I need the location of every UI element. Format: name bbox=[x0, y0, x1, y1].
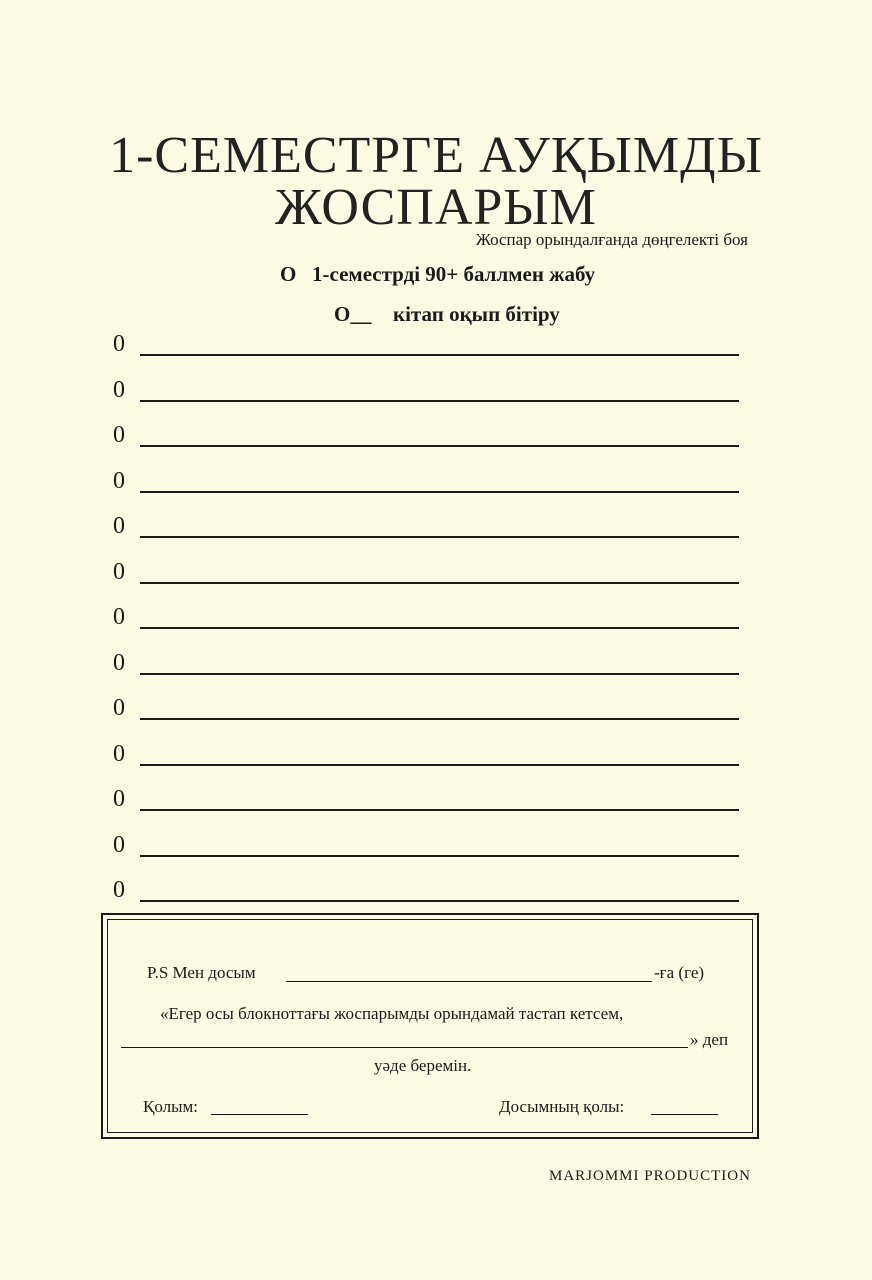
ps-suffix: -ға (ге) bbox=[654, 963, 705, 982]
friend-signature-blank[interactable] bbox=[651, 1114, 718, 1115]
row-marker[interactable]: 0 bbox=[113, 650, 125, 676]
promise-box bbox=[101, 913, 759, 1139]
row-marker[interactable]: 0 bbox=[113, 422, 125, 448]
row-writing-line[interactable] bbox=[140, 809, 739, 811]
row-marker[interactable]: 0 bbox=[113, 468, 125, 494]
page-title-line-1: 1-СЕМЕСТРГЕ АУҚЫМДЫ bbox=[109, 127, 763, 184]
row-marker[interactable]: 0 bbox=[113, 513, 125, 539]
promise-quote-close: » деп bbox=[690, 1030, 729, 1049]
row-writing-line[interactable] bbox=[140, 582, 739, 584]
row-writing-line[interactable] bbox=[140, 627, 739, 629]
row-marker[interactable]: 0 bbox=[113, 604, 125, 630]
row-writing-line[interactable] bbox=[140, 673, 739, 675]
friend-name-blank[interactable] bbox=[286, 981, 652, 982]
promise-end: уәде беремін. bbox=[374, 1056, 472, 1075]
goal-books-text: кітап оқып бітіру bbox=[393, 302, 560, 326]
goal-books-marker: О__ bbox=[334, 302, 372, 326]
friend-signature-label: Досымның қолы: bbox=[499, 1097, 625, 1116]
my-signature-label: Қолым: bbox=[143, 1097, 199, 1116]
ps-prefix: P.S Мен досым bbox=[147, 963, 256, 982]
goal-grade-text: 1-семестрді 90+ баллмен жабу bbox=[312, 262, 596, 286]
row-marker[interactable]: 0 bbox=[113, 331, 125, 357]
footer-brand: MARJOMMI PRODUCTION bbox=[549, 1168, 751, 1184]
row-marker[interactable]: 0 bbox=[113, 741, 125, 767]
row-writing-line[interactable] bbox=[140, 445, 739, 447]
my-signature-blank[interactable] bbox=[211, 1114, 308, 1115]
row-marker[interactable]: 0 bbox=[113, 832, 125, 858]
row-marker[interactable]: 0 bbox=[113, 877, 125, 903]
page-title-line-2: ЖОСПАРЫМ bbox=[275, 179, 597, 236]
row-writing-line[interactable] bbox=[140, 718, 739, 720]
row-writing-line[interactable] bbox=[140, 491, 739, 493]
row-writing-line[interactable] bbox=[140, 900, 739, 902]
coloring-hint: Жоспар орындалғанда дөңгелекті боя bbox=[475, 230, 748, 249]
goal-grade-marker: О bbox=[280, 262, 297, 286]
row-writing-line[interactable] bbox=[140, 764, 739, 766]
row-marker[interactable]: 0 bbox=[113, 559, 125, 585]
row-marker[interactable]: 0 bbox=[113, 786, 125, 812]
row-marker[interactable]: 0 bbox=[113, 377, 125, 403]
row-writing-line[interactable] bbox=[140, 855, 739, 857]
row-marker[interactable]: 0 bbox=[113, 695, 125, 721]
promise-quote: «Егер осы блокноттағы жоспарымды орындамай тастап кетсем, bbox=[160, 1004, 624, 1023]
row-writing-line[interactable] bbox=[140, 354, 739, 356]
promise-blank[interactable] bbox=[121, 1047, 688, 1048]
row-writing-line[interactable] bbox=[140, 536, 739, 538]
row-writing-line[interactable] bbox=[140, 400, 739, 402]
